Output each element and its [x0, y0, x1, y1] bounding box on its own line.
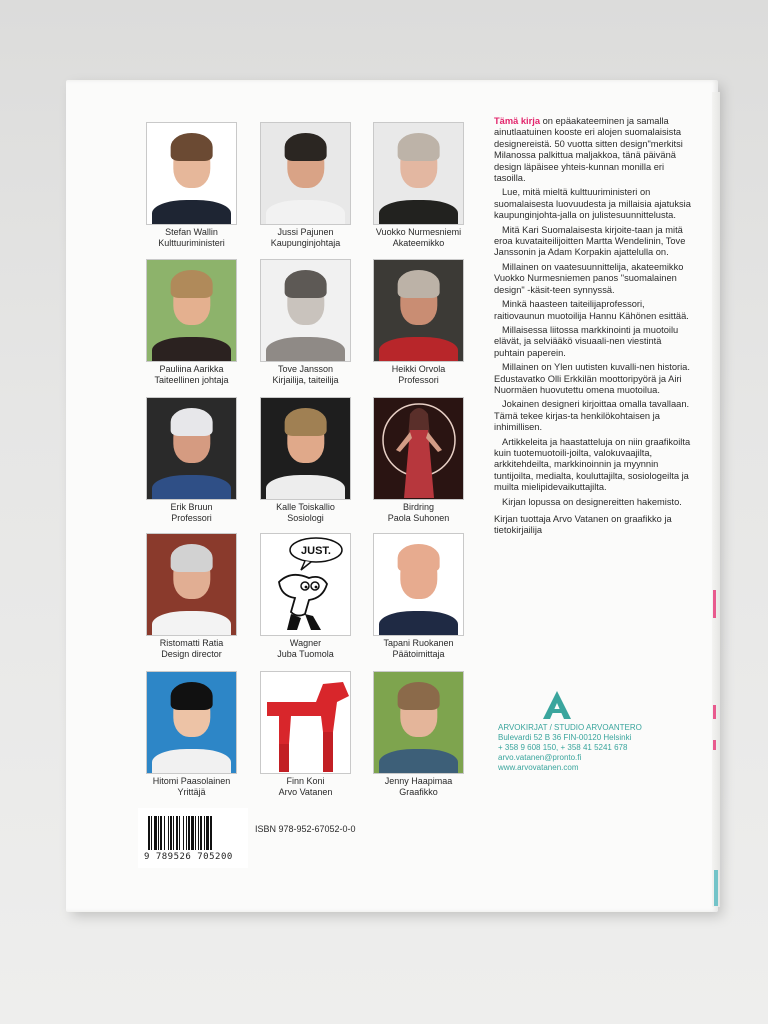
book-page-edge — [712, 92, 720, 907]
portrait-hair — [284, 408, 327, 436]
portrait-shoulders — [266, 200, 344, 225]
portrait-role: Kaupunginjohtaja — [270, 238, 341, 248]
portrait-role: Taiteellinen johtaja — [154, 375, 229, 385]
portrait-role: Päätoimittaja — [392, 649, 445, 659]
publisher-address: Bulevardi 52 B 36 FIN-00120 Helsinki — [498, 733, 632, 742]
portrait-name: Wagner — [289, 638, 322, 648]
portrait-name: Vuokko Nurmesniemi — [375, 227, 462, 237]
portrait-name: Pauliina Aarikka — [159, 364, 224, 374]
portrait-photo — [146, 533, 237, 636]
publisher-logo-icon — [542, 690, 572, 720]
isbn-text: ISBN 978-952-67052-0-0 — [255, 824, 356, 834]
portrait-hair — [397, 133, 440, 161]
description-column — [494, 116, 694, 540]
portrait-role: Akateemikko — [392, 238, 445, 248]
portrait-name: Heikki Orvola — [391, 364, 446, 374]
portrait-card — [373, 122, 468, 249]
portrait-hair — [170, 544, 213, 572]
portrait-photo — [146, 259, 237, 362]
portrait-card — [260, 671, 355, 798]
portrait-card — [146, 122, 241, 249]
edge-teal-mark — [714, 870, 718, 906]
paragraph: Lue, mitä mieltä kulttuuriministeri on suomalaisesta luovuudesta ja millaisia ajatuksia kaupunginjohta-jalla on julistesuunnittelusta. — [494, 187, 691, 221]
portrait-name: Kalle Toiskallio — [276, 502, 335, 512]
portrait-shoulders — [152, 749, 230, 774]
portrait-card — [146, 259, 241, 386]
cartoon-drawing-icon — [261, 534, 351, 636]
portrait-card — [373, 533, 468, 660]
portrait-name: Birdring — [402, 502, 434, 512]
fashion-figure-icon — [374, 398, 464, 500]
portrait-role: Design director — [161, 649, 222, 659]
paragraph: Millaisessa liitossa markkinointi ja muotoilu elävät, ja selviääkö visuaali-nen viestintä puhtain paperein. — [494, 324, 679, 358]
portrait-card — [373, 259, 468, 386]
portrait-photo — [146, 122, 237, 225]
portrait-shoulders — [379, 337, 457, 362]
paragraph: Millainen on Ylen uutisten kuvalli-nen historia. Edustavatko Olli Erkkilän moottoripyörä ja Airi Nuormäen huovutettu omena muotoilua. — [494, 362, 690, 395]
portrait-role: Professori — [171, 513, 212, 523]
paragraph: Artikkeleita ja haastatteluja on niin graafikoilta kuin tuotemuotoili-joilta, valokuvaajilta, arkkitehdeilta, markkinoinnin ja myynnin tuntijoilta, medialta, kouluttajilta, sosiologeilta ja muilta mielipidevaikuttajilta. — [494, 436, 691, 493]
barcode-icon — [146, 816, 238, 850]
portrait-name: Erik Bruun — [170, 502, 213, 512]
portrait-card — [260, 259, 355, 386]
intro-paragraph — [494, 116, 694, 184]
portrait-shoulders — [152, 611, 230, 636]
portrait-hair — [170, 682, 213, 710]
portrait-hair — [170, 270, 213, 298]
edge-pink-mark — [713, 590, 716, 618]
portrait-role: Arvo Vatanen — [278, 787, 333, 797]
portrait-hair — [284, 270, 327, 298]
portrait-name: Jenny Haapimaa — [384, 776, 453, 786]
paragraph: Millainen on vaatesuunnittelija, akateemikko Vuokko Nurmesniemen panos "suomalainen design" -käsit-teen synnyssä. — [494, 261, 684, 295]
portrait-role: Kulttuuriministeri — [158, 238, 225, 248]
edge-pink-mark — [713, 705, 716, 719]
portrait-role: Professori — [398, 375, 439, 385]
portrait-photo — [146, 397, 237, 500]
publisher-name: ARVOKIRJAT / STUDIO ARVOANTERO — [498, 723, 642, 732]
cartoon-speech: JUST. — [301, 545, 331, 557]
portrait-photo — [260, 397, 351, 500]
portrait-name: Jussi Pajunen — [277, 227, 334, 237]
portrait-photo — [146, 671, 237, 774]
portrait-shoulders — [266, 475, 344, 500]
portrait-photo — [373, 122, 464, 225]
portrait-photo — [373, 259, 464, 362]
portrait-shoulders — [152, 337, 230, 362]
portrait-card — [260, 122, 355, 249]
portrait-hair — [397, 270, 440, 298]
portrait-hair — [284, 133, 327, 161]
portrait-role: Yrittäjä — [177, 787, 206, 797]
portrait-shoulders — [379, 749, 457, 774]
portrait-hair — [170, 133, 213, 161]
portrait-name: Ristomatti Ratia — [159, 638, 224, 648]
portrait-role: Sosiologi — [287, 513, 324, 523]
portrait-hair — [397, 544, 440, 572]
intro-text: on epäakateeminen ja samalla ainutlaatuinen kooste eri alojen suomalaisista designereistä. 50 vuotta sitten design"merkitsi Milanossa palkittua maljakkoa, tänä päivänä design läpäisee yhteis-kunnan monilla eri tasoilla. — [494, 116, 683, 184]
portrait-role: Paola Suhonen — [387, 513, 450, 523]
portrait-role: Graafikko — [399, 787, 438, 797]
portrait-shoulders — [152, 200, 230, 225]
portrait-shoulders — [266, 337, 344, 362]
portrait-photo — [373, 533, 464, 636]
portrait-card — [146, 397, 241, 524]
portrait-photo — [373, 671, 464, 774]
publisher-info — [498, 723, 698, 773]
paragraph: Minkä haasteen taiteilijaprofessori, raitiovaunun muotoilija Hannu Kähönen esittää. — [494, 299, 689, 321]
portrait-card — [260, 397, 355, 524]
portrait-role: Kirjailija, taiteilija — [272, 375, 339, 385]
portrait-photo — [260, 671, 351, 774]
portrait-hair — [397, 682, 440, 710]
producer-note: Kirjan tuottaja Arvo Vatanen on graafikko ja tietokirjailija — [494, 514, 672, 536]
paragraph: Mitä Kari Suomalaisesta kirjoite-taan ja mitä eroa kuvataiteilijoitten Martta Wendelinin, Tove Janssonin ja Adam Korpakin ajattelulla on. — [494, 224, 686, 258]
portrait-name: Hitomi Paasolainen — [152, 776, 231, 786]
portrait-shoulders — [379, 611, 457, 636]
portrait-photo — [260, 533, 351, 636]
portrait-name: Tapani Ruokanen — [383, 638, 454, 648]
portrait-card — [146, 671, 241, 798]
portrait-hair — [170, 408, 213, 436]
edge-pink-mark — [713, 740, 716, 750]
barcode-label — [138, 808, 248, 868]
portrait-name: Stefan Wallin — [165, 227, 218, 237]
publisher-website: www.arvovatanen.com — [498, 763, 579, 772]
paragraph: Jokainen designeri kirjoittaa omalla tavallaan. Tämä tekee kirjas-ta henkilökohtaisen ja inhimillisen. — [494, 399, 690, 433]
paragraph: Kirjan lopussa on designereitten hakemisto. — [502, 496, 682, 507]
lead-phrase: Tämä kirja — [494, 116, 540, 126]
portrait-name: Finn Koni — [286, 776, 325, 786]
barcode-number: 9 789526 705200 — [144, 852, 233, 862]
portrait-photo — [260, 122, 351, 225]
red-horse-sculpture-icon — [261, 672, 351, 774]
portrait-shoulders — [152, 475, 230, 500]
portrait-card — [146, 533, 241, 660]
portrait-photo — [373, 397, 464, 500]
portrait-role: Juba Tuomola — [277, 649, 334, 659]
portrait-name: Tove Jansson — [277, 364, 334, 374]
portrait-photo — [260, 259, 351, 362]
portrait-shoulders — [379, 200, 457, 225]
portrait-card — [373, 397, 468, 524]
publisher-email: arvo.vatanen@pronto.fi — [498, 753, 582, 762]
portrait-card — [260, 533, 355, 660]
portrait-card — [373, 671, 468, 798]
publisher-phone: + 358 9 608 150, + 358 41 5241 678 — [498, 743, 628, 752]
